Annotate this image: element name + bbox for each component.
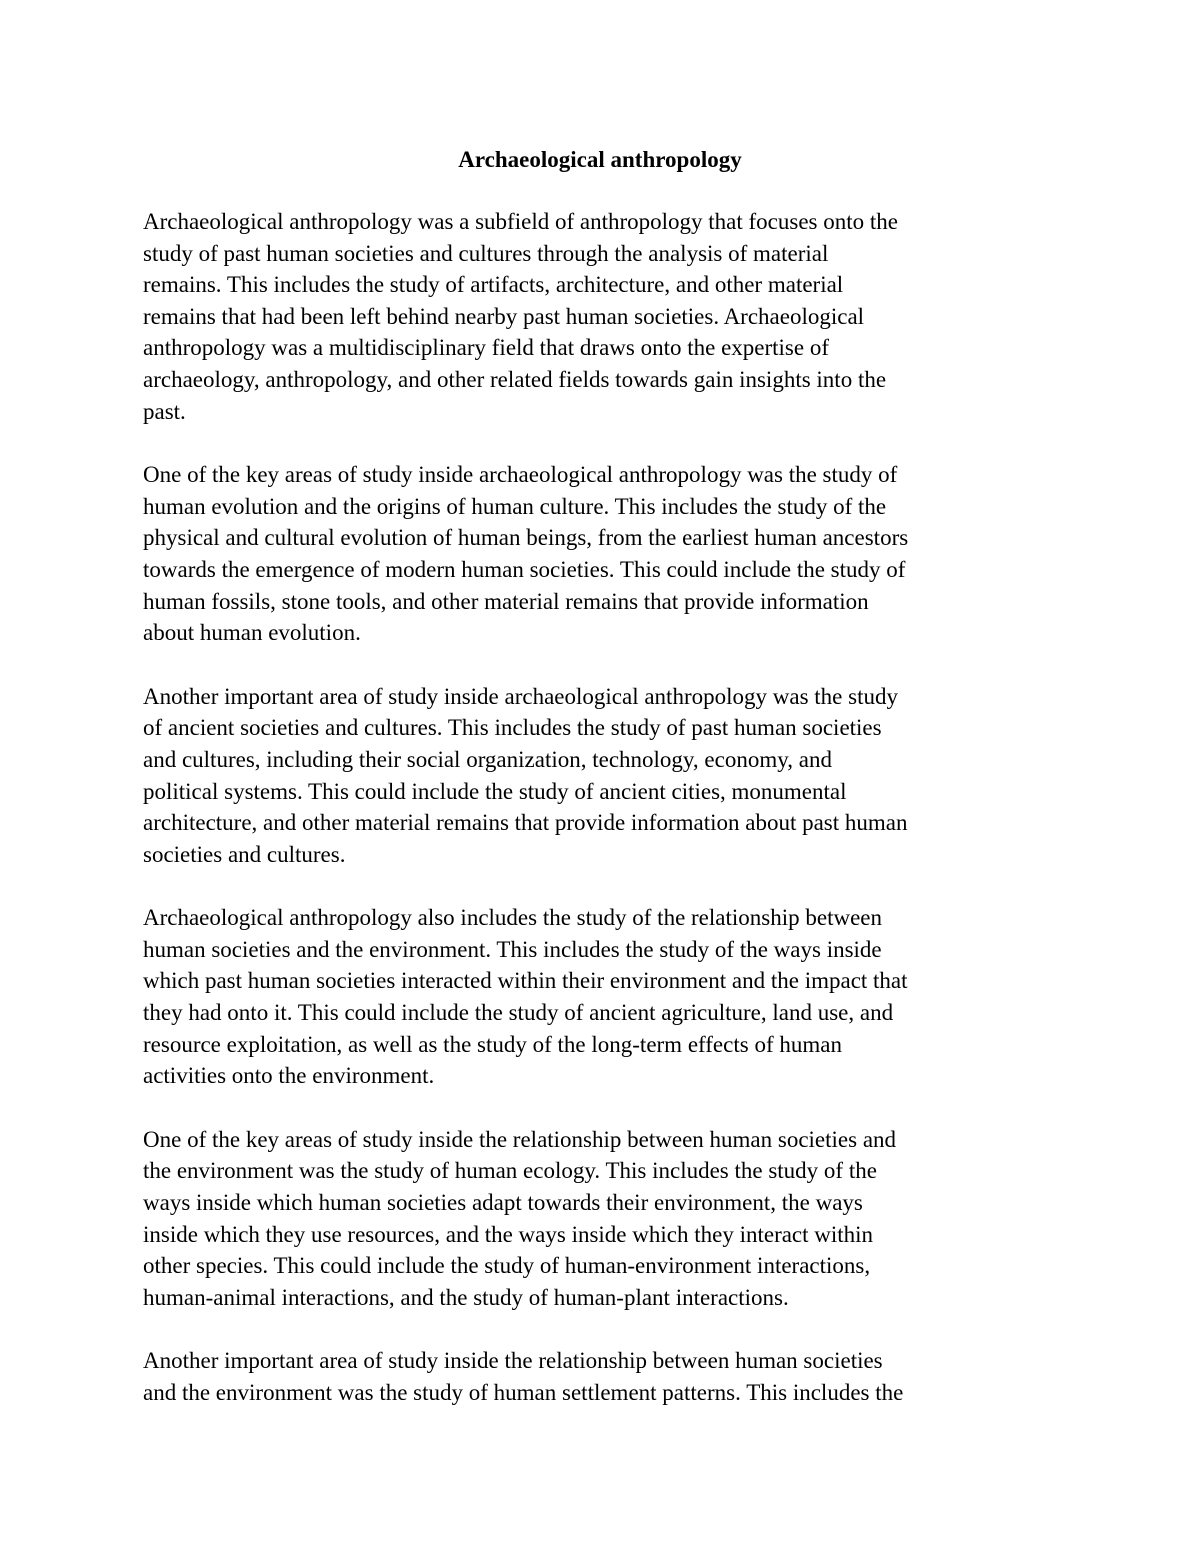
body-paragraph — [143, 206, 1073, 427]
paragraph-line: human-animal interactions, and the study of human-plant interactions. — [143, 1284, 789, 1310]
paragraph-line: activities onto the environment. — [143, 1063, 435, 1089]
body-paragraph — [143, 459, 1073, 649]
paragraph-line: of ancient societies and cultures. This includes the study of past human societies — [143, 715, 882, 741]
paragraph-line: Another important area of study inside archaeological anthropology was the study — [143, 683, 898, 709]
body-paragraph — [143, 681, 1073, 871]
paragraph-line: physical and cultural evolution of human beings, from the earliest human ancestors — [143, 525, 909, 551]
paragraph-line: human evolution and the origins of human culture. This includes the study of the — [143, 493, 887, 519]
paragraph-line: and cultures, including their social organization, technology, economy, and — [143, 746, 832, 772]
paragraph-line: remains that had been left behind nearby past human societies. Archaeological — [143, 303, 865, 329]
body-paragraph — [143, 1345, 1073, 1408]
paragraph-line: other species. This could include the study of human-environment interactions, — [143, 1253, 871, 1279]
paragraph-line: towards the emergence of modern human societies. This could include the study of — [143, 556, 906, 582]
paragraph-line: ways inside which human societies adapt towards their environment, the ways — [143, 1190, 863, 1216]
body-paragraph — [143, 1124, 1073, 1314]
paragraph-line: One of the key areas of study inside archaeological anthropology was the study of — [143, 462, 898, 488]
paragraph-line: anthropology was a multidisciplinary field that draws onto the expertise of — [143, 335, 830, 361]
paragraph-line: which past human societies interacted within their environment and the impact that — [143, 968, 908, 994]
paragraph-line: inside which they use resources, and the ways inside which they interact within — [143, 1221, 874, 1247]
paragraph-line: past. — [143, 398, 186, 424]
paragraph-line: human societies and the environment. This includes the study of the ways inside — [143, 936, 882, 962]
paragraph-line: the environment was the study of human ecology. This includes the study of the — [143, 1158, 877, 1184]
document-body — [143, 206, 1073, 1441]
paragraph-line: about human evolution. — [143, 620, 361, 646]
paragraph-line: political systems. This could include the study of ancient cities, monumental — [143, 778, 847, 804]
paragraph-line: human fossils, stone tools, and other material remains that provide information — [143, 588, 869, 614]
paragraph-line: remains. This includes the study of artifacts, architecture, and other material — [143, 272, 844, 298]
paragraph-line: One of the key areas of study inside the relationship between human societies and — [143, 1126, 897, 1152]
paragraph-line: archaeology, anthropology, and other related fields towards gain insights into the — [143, 366, 887, 392]
paragraph-line: architecture, and other material remains that provide information about past human — [143, 810, 908, 836]
paragraph-line: and the environment was the study of human settlement patterns. This includes the — [143, 1380, 904, 1405]
paragraph-line: resource exploitation, as well as the study of the long-term effects of human — [143, 1031, 842, 1057]
document-title: Archaeological anthropology — [458, 147, 742, 172]
body-paragraph — [143, 902, 1073, 1092]
paragraph-line: study of past human societies and cultures through the analysis of material — [143, 240, 829, 266]
paragraph-line: they had onto it. This could include the study of ancient agriculture, land use, and — [143, 1000, 894, 1026]
paragraph-line: societies and cultures. — [143, 841, 346, 867]
paragraph-line: Archaeological anthropology also includes the study of the relationship between — [143, 905, 882, 931]
paragraph-line: Archaeological anthropology was a subfield of anthropology that focuses onto the — [143, 209, 898, 234]
paragraph-line: Another important area of study inside the relationship between human societies — [143, 1348, 883, 1374]
